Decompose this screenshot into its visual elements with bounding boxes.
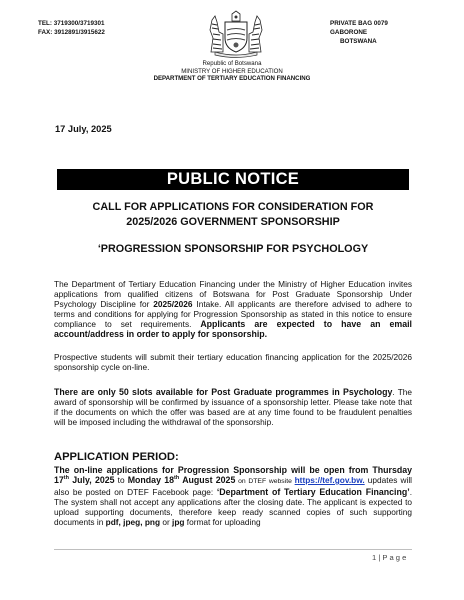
page-number: 1 | P a g e <box>372 553 407 562</box>
city: GABORONE <box>330 29 368 36</box>
slots-text: . The award of sponsorship will be confirmed by issuance of a sponsorship letter. Please take note that if the documents on which the offer was based are at any time found to be fraudulent penalties will be imposed including the withdrawal of the sponsorship. <box>54 387 412 427</box>
private-bag: PRIVATE BAG 0079 <box>330 20 388 27</box>
facebook-page-name: ‘Department of Tertiary Education Financing’ <box>216 487 410 497</box>
ordinal-2: th <box>174 475 180 482</box>
close-date: August 2025 <box>179 475 236 485</box>
notice-title <box>60 200 406 230</box>
intake-year: 2025/2026 <box>153 299 193 309</box>
title-line-1: CALL FOR APPLICATIONS FOR CONSIDERATION FOR <box>92 201 374 213</box>
open-statement: The on-line applications for Progression Sponsorship will be open from Thursday 17 <box>54 465 412 485</box>
slots-paragraph <box>54 387 412 427</box>
fax: FAX: 3912891/3915622 <box>38 29 105 36</box>
upload-text-end: format for uploading <box>184 517 261 527</box>
intro-text: The Department of Tertiary Education Financing under the Ministry of Higher Education invites applications from qualified citizens of Botswana for Post Graduate Sponsorship Under Psychology Discipline for <box>54 279 412 309</box>
department-label: DEPARTMENT OF TERTIARY EDUCATION FINANCING <box>153 75 311 83</box>
issuing-authority <box>120 60 344 83</box>
email-requirement: Applicants are expected to have an email account/address in order to apply for sponsorship. <box>54 319 413 339</box>
facebook-text: updates will also be posted on DTEF Facebook page: <box>54 475 412 497</box>
website-text: on DTEF website <box>235 478 295 485</box>
title-line-2: 2025/2026 GOVERNMENT SPONSORSHIP <box>126 216 340 228</box>
slots-available: There are only 50 slots available for Post Graduate programmes in Psychology <box>54 387 393 397</box>
upload-instructions: . The system shall not accept any applications after the closing date. The applicant is expected to upload supporting documents, therefore keep ready scanned copies of such supporting documents in <box>54 487 412 527</box>
or-text: or <box>160 517 173 527</box>
website-link[interactable]: https://tef.gov.bw. <box>294 475 365 485</box>
ordinal-1: th <box>63 475 69 482</box>
country: BOTSWANA <box>340 38 377 45</box>
intro-paragraph <box>54 279 412 339</box>
to-text: to <box>114 475 128 485</box>
coat-of-arms-emblem <box>205 8 267 58</box>
open-date: July, 2025 <box>69 475 115 485</box>
public-notice-banner: PUBLIC NOTICE <box>57 169 409 190</box>
submission-paragraph: Prospective students will submit their tertiary education financing application for the 2025/2026 sponsorship cycle on-line. <box>54 352 412 372</box>
address-block <box>330 19 388 46</box>
ministry-label: MINISTRY OF HIGHER EDUCATION <box>181 67 283 75</box>
file-formats: pdf, jpeg, png <box>105 517 161 527</box>
republic-label: Republic of Botswana <box>202 60 262 67</box>
footer-divider <box>54 549 412 550</box>
application-period-heading: APPLICATION PERIOD: <box>54 451 179 463</box>
application-period-paragraph <box>54 465 412 527</box>
contact-block <box>38 19 105 37</box>
close-day: Monday 18 <box>127 475 175 485</box>
telephone: TEL: 3719300/3719301 <box>38 20 105 27</box>
notice-date: 17 July, 2025 <box>55 124 112 134</box>
intro-text-2: Intake. All applicants are therefore advised to adhere to terms and conditions for applying for Progression Sponsorship as stated in this notice to ensure compliance to set requirements. <box>54 299 413 329</box>
file-format-jpg: jpg <box>172 517 185 527</box>
notice-subtitle: ‘PROGRESSION SPONSORSHIP FOR PSYCHOLOGY <box>97 243 369 255</box>
